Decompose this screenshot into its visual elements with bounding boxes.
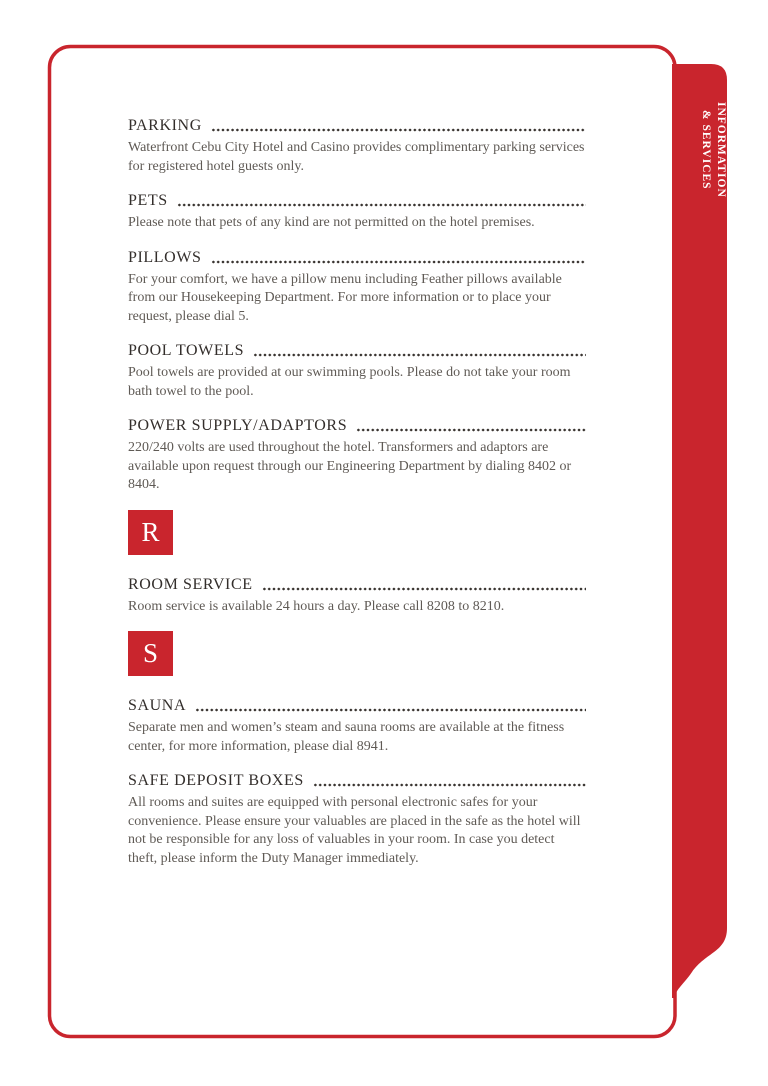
dotted-leader: [195, 707, 586, 713]
tab-label-line2: & SERVICES: [700, 110, 712, 190]
entry-body: Pool towels are provided at our swimming pools. Please do not take your room bath towel to the pool.: [128, 365, 571, 399]
entry-body: Separate men and women’s steam and sauna rooms are available at the fitness center, for more information, please dial 8941.: [128, 720, 565, 754]
dotted-leader: [211, 259, 586, 265]
dotted-leader: [356, 427, 586, 433]
entry-body: For your comfort, we have a pillow menu including Feather pillows available from our Housekeeping Department. For more information or to place your request, please dial 5.: [128, 271, 562, 324]
entry-body: Please note that pets of any kind are not permitted on the hotel premises.: [128, 215, 535, 230]
entry-title: [128, 341, 586, 360]
service-entry-power-supply: [128, 416, 586, 495]
entry-title: [128, 248, 586, 267]
dotted-leader: [211, 127, 586, 133]
letter-index-s: [128, 631, 173, 676]
letter-index-text: R: [141, 516, 160, 547]
entry-body: Room service is available 24 hours a day. Please call 8208 to 8210.: [128, 598, 505, 614]
entry-title-text: PETS: [128, 192, 168, 209]
service-entry-room-service: [128, 575, 586, 617]
entry-title: [128, 771, 586, 790]
dotted-leader: [177, 202, 586, 208]
entry-title: [128, 696, 586, 715]
entry-body: All rooms and suites are equipped with personal electronic safes for your convenience. Please ensure your valuables are placed in the safe as the hotel will not be responsible for any loss of valuables in your room. In case you detect theft, please inform the Duty Manager immediately.: [128, 795, 581, 866]
letter-index-text: S: [142, 638, 159, 668]
service-entry-sauna: [128, 696, 586, 756]
service-entry-pets: [128, 191, 586, 233]
entry-title: [128, 575, 586, 594]
entry-title-text: ROOM SERVICE: [128, 575, 253, 593]
dotted-leader: [313, 782, 586, 788]
entry-title: [128, 116, 586, 135]
dotted-leader: [262, 586, 586, 592]
entry-body: Waterfront Cebu City Hotel and Casino provides complimentary parking services for registered hotel guests only.: [128, 140, 585, 174]
entry-title-text: SAUNA: [128, 697, 187, 714]
service-entry-safe-deposit-boxes: [128, 771, 586, 868]
entry-title-text: PILLOWS: [128, 248, 202, 266]
service-entry-pillows: [128, 248, 586, 327]
entry-title-text: POOL TOWELS: [128, 342, 245, 359]
entry-title-text: POWER SUPPLY/ADAPTORS: [128, 417, 348, 434]
dotted-leader: [253, 352, 586, 358]
tab-information-services: [673, 70, 740, 230]
services-list: [128, 116, 586, 883]
tab-label-line1: INFORMATION: [715, 102, 727, 198]
letter-index-r: [128, 510, 173, 555]
entry-title: [128, 416, 586, 435]
entry-title-text: PARKING: [128, 117, 202, 134]
entry-title-text: SAFE DEPOSIT BOXES: [128, 772, 304, 789]
service-entry-parking: [128, 116, 586, 176]
service-entry-pool-towels: [128, 341, 586, 401]
entry-title: [128, 191, 586, 210]
entry-body: 220/240 volts are used throughout the hotel. Transformers and adaptors are available upon request through our Engineering Department by dialing 8402 or 8404.: [128, 440, 572, 492]
